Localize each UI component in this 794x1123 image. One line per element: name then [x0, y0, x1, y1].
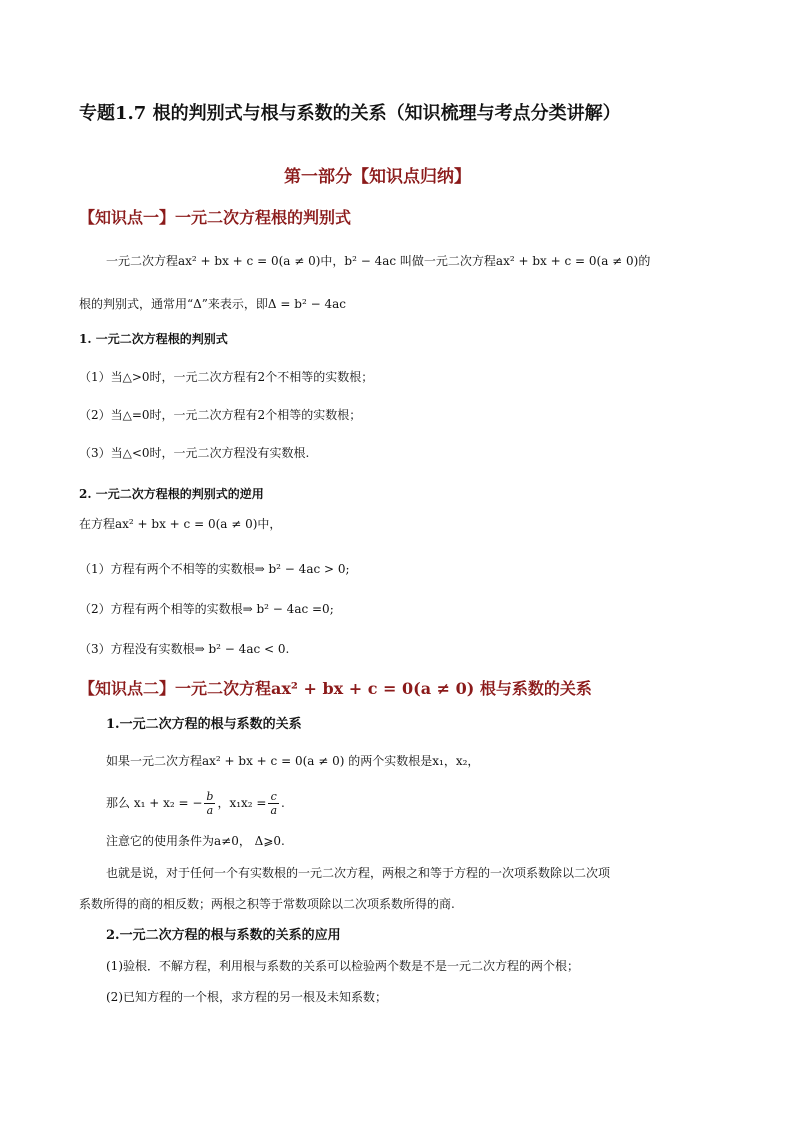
kp1-sub2-item-1: （1）方程有两个不相等的实数根⇒ b² − 4ac > 0;: [79, 562, 350, 576]
kp1-sub1-item-2: （2）当△=0时，一元二次方程有2个相等的实数根；: [79, 408, 362, 422]
usage-condition-note: 注意它的使用条件为a≠0， Δ⩾0.: [106, 834, 285, 848]
vieta-product-prefix: ，x₁x₂ =: [217, 796, 267, 810]
kp1-sub1-item-3: （3）当△<0时，一元二次方程没有实数根.: [79, 446, 310, 460]
vieta-condition-line: 如果一元二次方程ax² + bx + c = 0(a ≠ 0) 的两个实数根是x₁，x₂，: [106, 754, 480, 768]
kp1-sub1-title: 1. 一元二次方程根的判别式: [79, 332, 228, 346]
kp1-sub2-item-3: （3）方程没有实数根⇒ b² − 4ac < 0.: [79, 642, 290, 656]
kp1-sub2-intro: 在方程ax² + bx + c = 0(a ≠ 0)中，: [79, 517, 282, 531]
vieta-explanation-line-2: 系数所得的商的相反数；两根之积等于常数项除以二次项系数所得的商.: [79, 897, 455, 911]
vieta-end: .: [281, 796, 285, 810]
fraction-numerator: b: [206, 790, 214, 803]
part-heading: 第一部分【知识点归纳】: [284, 167, 471, 187]
kp1-sub1-item-1: （1）当△>0时，一元二次方程有2个不相等的实数根；: [79, 370, 374, 384]
kp2-sub2-title: 2.一元二次方程的根与系数的关系的应用: [106, 928, 341, 943]
fraction-denominator: a: [270, 804, 278, 817]
document-title: 专题1.7 根的判别式与根与系数的关系（知识梳理与考点分类讲解）: [79, 103, 621, 124]
fraction-numerator: c: [268, 790, 279, 804]
vieta-explanation-line-1: 也就是说，对于任何一个有实数根的一元二次方程，两根之和等于方程的一次项系数除以二次项: [106, 866, 611, 880]
fraction-c-over-a: [268, 790, 279, 817]
discriminant-definition-line-2: 根的判别式，通常用“Δ”来表示，即Δ = b² − 4ac: [79, 297, 346, 311]
kp2-sub2-item-2: (2)已知方程的一个根，求方程的另一根及未知系数；: [106, 990, 388, 1004]
kp1-sub2-item-2: （2）方程有两个相等的实数根⇒ b² − 4ac =0;: [79, 602, 334, 616]
knowledge-point-2-heading: 【知识点二】一元二次方程ax² + bx + c = 0(a ≠ 0) 根与系数的关系: [79, 679, 592, 698]
kp2-sub2-item-1: (1)验根．不解方程，利用根与系数的关系可以检验两个数是不是一元二次方程的两个根；: [106, 959, 580, 973]
vieta-formulas: [106, 787, 285, 819]
discriminant-definition-line-1: 一元二次方程ax² + bx + c = 0(a ≠ 0)中，b² − 4ac 叫做一元二次方程ax² + bx + c = 0(a ≠ 0)的: [106, 254, 651, 268]
fraction-b-over-a: [204, 790, 215, 817]
vieta-sum-prefix: 那么 x₁ + x₂ = −: [106, 796, 203, 810]
kp2-sub1-title: 1.一元二次方程的根与系数的关系: [106, 717, 302, 732]
kp1-sub2-title: 2. 一元二次方程根的判别式的逆用: [79, 487, 264, 501]
knowledge-point-1-heading: 【知识点一】一元二次方程根的判别式: [79, 208, 352, 227]
fraction-denominator: a: [206, 804, 214, 817]
